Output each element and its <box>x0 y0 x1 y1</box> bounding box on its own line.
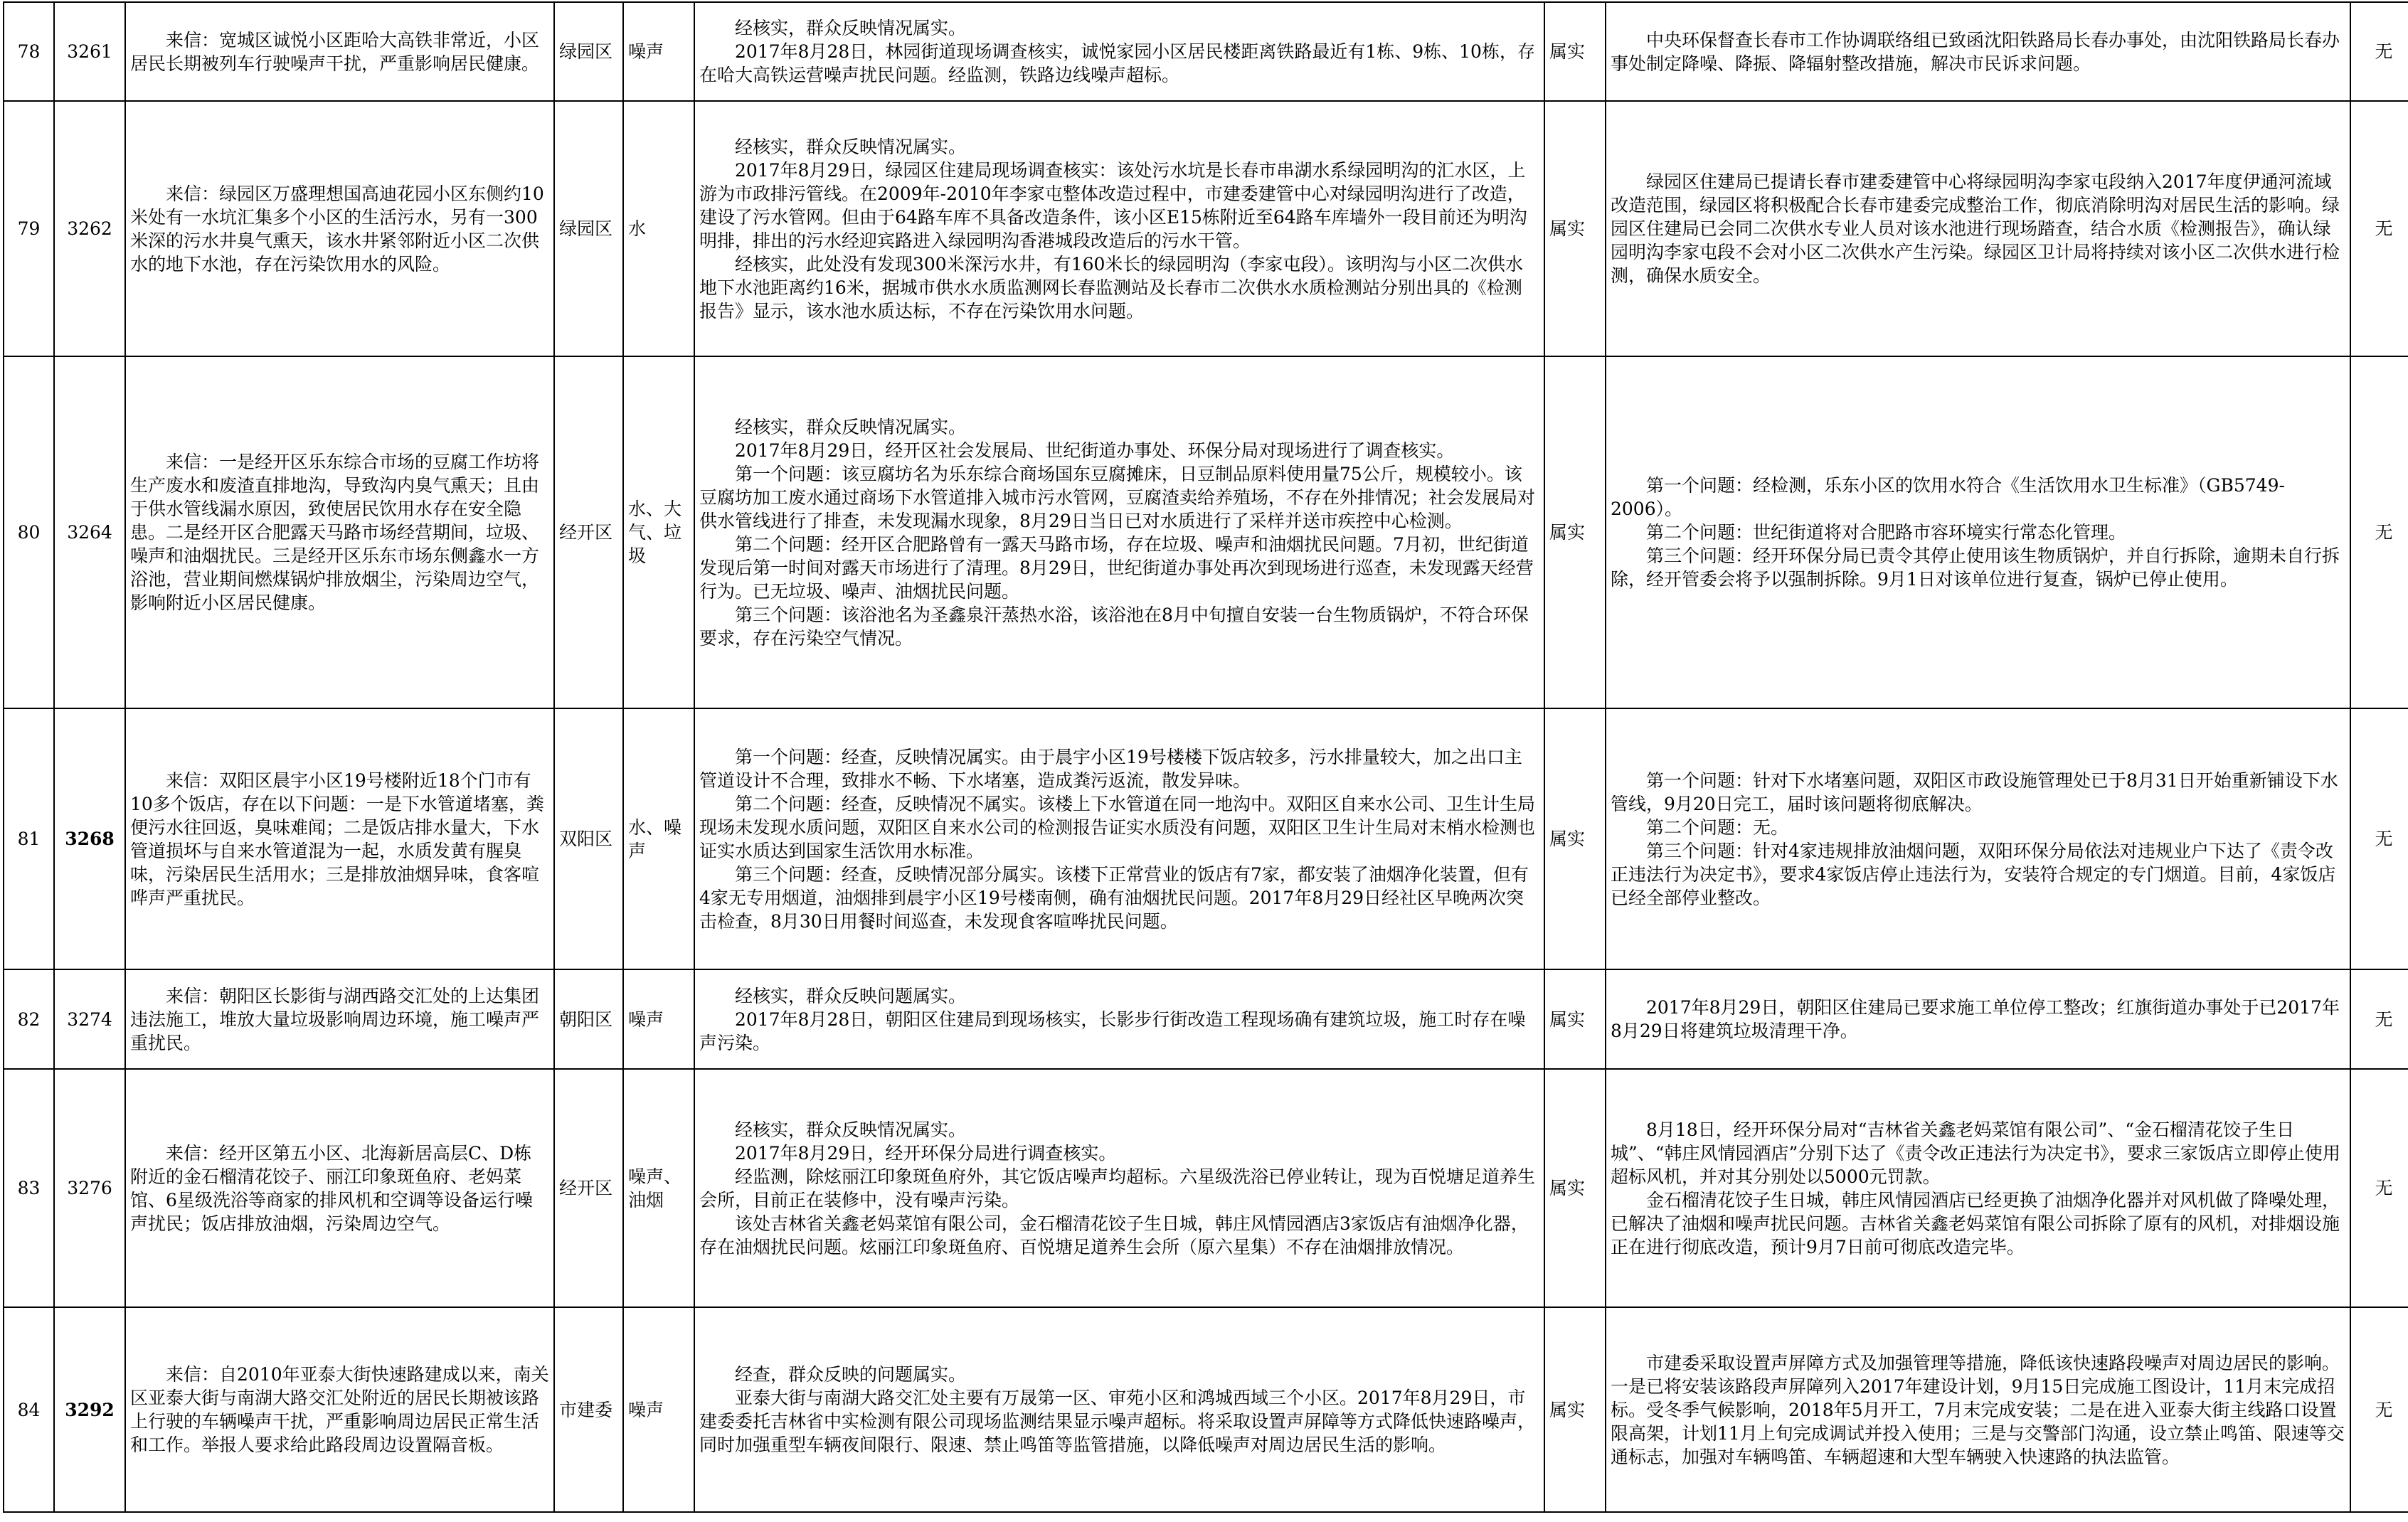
paragraph: 市建委采取设置声屏障方式及加强管理等措施，降低该快速路段噪声对周边居民的影响。一是已将安装该路段声屏障列入2017年建设计划，9月15日完成施工图设计，11月末完成招标。受冬季气候影响，2018年5月开工，7月末完成安装；二是在进入亚泰大街主线路口设置限高架，计划11月上旬完成调试并投入使用；三是与交警部门沟通，设立禁止鸣笛、限速等交通标志，加强对车辆鸣笛、车辆超速和大型车辆驶入快速路的执法监管。 <box>1611 1352 2345 1467</box>
district: 市建委 <box>554 1307 623 1512</box>
complaint-content <box>125 708 554 969</box>
row-number: 78 <box>4 2 54 101</box>
penalty: 无 <box>2350 1307 2408 1512</box>
table-row <box>4 969 2408 1069</box>
paragraph: 第三个问题：经查，反映情况部分属实。该楼下正常营业的饭店有7家，都安装了油烟净化装置，但有4家无专用烟道，油烟排到晨宇小区19号楼南侧，确有油烟扰民问题。2017年8月29日经社区早晚两次突击检查，8月30日用餐时间巡查，未发现食客喧哗扰民问题。 <box>699 863 1529 932</box>
district: 经开区 <box>554 356 623 708</box>
penalty: 无 <box>2350 1069 2408 1307</box>
handling-result <box>1606 969 2350 1069</box>
paragraph: 2017年8月29日，经开环保分局进行调查核实。 <box>735 1142 1117 1164</box>
case-id: 3261 <box>54 2 125 101</box>
penalty: 无 <box>2350 356 2408 708</box>
investigation-result <box>694 2 1544 101</box>
paragraph: 2017年8月28日，林园街道现场调查核实，诚悦家园小区居民楼距离铁路最近有1栋、9栋、10栋，存在哈大高铁运营噪声扰民问题。经监测，铁路边线噪声超标。 <box>699 41 1535 85</box>
penalty: 无 <box>2350 101 2408 356</box>
paragraph: 来信：经开区第五小区、北海新居高层C、D栋附近的金石榴清花饺子、丽江印象斑鱼府、老妈菜馆、6星级洗浴等商家的排风机和空调等设备运行噪声扰民；饭店排放油烟，污染周边空气。 <box>130 1142 533 1234</box>
district: 双阳区 <box>554 708 623 969</box>
paragraph: 第二个问题：经查，反映情况不属实。该楼上下水管道在同一地沟中。双阳区自来水公司、卫生计生局现场未发现水质问题，双阳区自来水公司的检测报告证实水质没有问题，双阳区卫生计生局对末梢水检测也证实水质达到国家生活饮用水标准。 <box>699 793 1536 861</box>
handling-result <box>1606 1069 2350 1307</box>
paragraph: 第三个问题：经开环保分局已责令其停止使用该生物质锅炉，并自行拆除，逾期未自行拆除，经开管委会将予以强制拆除。9月1日对该单位进行复查，锅炉已停止使用。 <box>1611 546 2340 590</box>
penalty: 无 <box>2350 969 2408 1069</box>
paragraph: 经核实，群众反映情况属实。 <box>735 18 967 38</box>
investigation-result <box>694 708 1544 969</box>
table-row <box>4 356 2408 708</box>
paragraph: 来信：宽城区诚悦小区距哈大高铁非常近，小区居民长期被列车行驶噪声干扰，严重影响居民健康。 <box>130 29 540 74</box>
paragraph: 2017年8月29日，朝阳区住建局已要求施工单位停工整改；红旗街道办事处于已2017年8月29日将建筑垃圾清理干净。 <box>1611 997 2340 1041</box>
table-row <box>4 1307 2408 1512</box>
complaint-content <box>125 2 554 101</box>
paragraph: 绿园区住建局已提请长春市建委建管中心将绿园明沟李家屯段纳入2017年度伊通河流域改造范围，绿园区将积极配合长春市建委完成整治工作，彻底消除明沟对居民生活的影响。绿园区住建局已会同二次供水专业人员对该水池进行现场踏查，结合水质《检测报告》，确认绿园明沟李家屯段不会对小区二次供水产生污染。绿园区卫计局将持续对该小区二次供水进行检测，确保水质安全。 <box>1611 171 2340 286</box>
paragraph: 2017年8月28日，朝阳区住建局到现场核实，长影步行街改造工程现场确有建筑垃圾，施工时存在噪声污染。 <box>699 1009 1526 1053</box>
paragraph: 经查，群众反映的问题属实。 <box>735 1364 967 1385</box>
penalty: 无 <box>2350 2 2408 101</box>
row-number: 79 <box>4 101 54 356</box>
paragraph: 来信：一是经开区乐东综合市场的豆腐工作坊将生产废水和废渣直排地沟，导致沟内臭气熏天；且由于供水管线漏水原因，致使居民饮用水存在安全隐患。二是经开区合肥露天马路市场经营期间，垃圾、噪声和油烟扰民。三是经开区乐东市场东侧鑫水一方浴池，营业期间燃煤锅炉排放烟尘，污染周边空气，影响附近小区居民健康。 <box>130 452 540 613</box>
paragraph: 经核实，群众反映问题属实。 <box>735 985 967 1006</box>
pollution-type: 噪声、油烟 <box>623 1069 694 1307</box>
investigation-result <box>694 969 1544 1069</box>
complaint-content <box>125 1307 554 1512</box>
district: 朝阳区 <box>554 969 623 1069</box>
paragraph: 第一个问题：该豆腐坊名为乐东综合商场国东豆腐摊床，日豆制品原料使用量75公斤，规模较小。该豆腐坊加工废水通过商场下水管道排入城市污水管网，豆腐渣卖给养殖场，不存在外排情况；社会发展局对供水管线进行了排查，未发现漏水现象，8月29日当日已对水质进行了采样并送市疾控中心检测。 <box>699 463 1536 531</box>
penalty: 无 <box>2350 708 2408 969</box>
paragraph: 来信：朝阳区长影街与湖西路交汇处的上达集团违法施工，堆放大量垃圾影响周边环境，施工噪声严重扰民。 <box>130 985 540 1053</box>
case-id: 3292 <box>54 1307 125 1512</box>
paragraph: 第一个问题：经查，反映情况属实。由于晨宇小区19号楼楼下饭店较多，污水排量较大，加之出口主管道设计不合理，致排水不畅、下水堵塞，造成粪污返流，散发异味。 <box>699 746 1522 791</box>
complaint-content <box>125 969 554 1069</box>
verdict: 属实 <box>1544 708 1606 969</box>
pollution-type: 水、大气、垃圾 <box>623 356 694 708</box>
paragraph: 第二个问题：经开区合肥路曾有一露天马路市场，存在垃圾、噪声和油烟扰民问题。7月初，世纪街道发现后第一时间对露天市场进行了清理。8月29日，世纪街道办事处再次到现场进行巡查，未发现露天经营行为。已无垃圾、噪声、油烟扰民问题。 <box>699 533 1534 602</box>
row-number: 81 <box>4 708 54 969</box>
verdict: 属实 <box>1544 101 1606 356</box>
case-id: 3276 <box>54 1069 125 1307</box>
paragraph: 8月18日，经开环保分局对“吉林省关鑫老妈菜馆有限公司”、“金石榴清花饺子生日城”、“韩庄风情园酒店”分别下达了《责令改正违法行为决定书》，要求三家饭店立即停止使用超标风机，并对其分别处以5000元罚款。 <box>1611 1119 2340 1187</box>
paragraph: 来信：双阳区晨宇小区19号楼附近18个门市有10多个饭店，存在以下问题：一是下水管道堵塞，粪便污水往回返，臭味难闻；二是饭店排水量大，下水管道损坏与自来水管道混为一起，水质发黄有腥臭味，污染居民生活用水；三是排放油烟异味，食客喧哗声严重扰民。 <box>130 770 544 908</box>
pollution-type: 水 <box>623 101 694 356</box>
paragraph: 第二个问题：世纪街道将对合肥路市容环境实行常态化管理。 <box>1646 522 2127 543</box>
complaint-content <box>125 1069 554 1307</box>
pollution-type: 噪声 <box>623 969 694 1069</box>
row-number: 83 <box>4 1069 54 1307</box>
paragraph: 第一个问题：经检测，乐东小区的饮用水符合《生活饮用水卫生标准》（GB5749-2006）。 <box>1611 475 2285 519</box>
handling-result <box>1606 101 2350 356</box>
investigation-result <box>694 1069 1544 1307</box>
paragraph: 经核实，群众反映情况属实。 <box>735 416 967 437</box>
paragraph: 2017年8月29日，绿园区住建局现场调查核实：该处污水坑是长春市串湖水系绿园明沟的汇水区，上游为市政排污管线。在2009年-2010年李家屯整体改造过程中，市建委建管中心对绿园明沟进行了改造，建设了污水管网。但由于64路车库不具备改造条件，该小区E15栋附近至64路车库墙外一段目前还为明沟明排，排出的污水经迎宾路进入绿园明沟香港城段改造后的污水干管。 <box>699 159 1527 251</box>
paragraph: 第三个问题：该浴池名为圣鑫泉汗蒸热水浴，该浴池在8月中旬擅自安装一台生物质锅炉，不符合环保要求，存在污染空气情况。 <box>699 604 1529 649</box>
paragraph: 经监测，除炫丽江印象斑鱼府外，其它饭店噪声均超标。六星级洗浴已停业转让，现为百悦塘足道养生会所，目前正在装修中，没有噪声污染。 <box>699 1166 1536 1210</box>
case-id: 3268 <box>54 708 125 969</box>
row-number: 84 <box>4 1307 54 1512</box>
case-id: 3264 <box>54 356 125 708</box>
paragraph: 金石榴清花饺子生日城，韩庄风情园酒店已经更换了油烟净化器并对风机做了降噪处理，已解决了油烟和噪声扰民问题。吉林省关鑫老妈菜馆有限公司拆除了原有的风机，对排烟设施正在进行彻底改造，预计9月7日前可彻底改造完毕。 <box>1611 1189 2340 1257</box>
complaint-content <box>125 356 554 708</box>
case-id: 3274 <box>54 969 125 1069</box>
handling-result <box>1606 708 2350 969</box>
table-row <box>4 708 2408 969</box>
handling-result <box>1606 2 2350 101</box>
paragraph: 2017年8月29日，经开区社会发展局、世纪街道办事处、环保分局对现场进行了调查核实。 <box>735 440 1455 461</box>
verdict: 属实 <box>1544 356 1606 708</box>
verdict: 属实 <box>1544 1069 1606 1307</box>
district: 绿园区 <box>554 2 623 101</box>
handling-result <box>1606 1307 2350 1512</box>
pollution-type: 噪声 <box>623 2 694 101</box>
investigation-result <box>694 356 1544 708</box>
paragraph: 亚泰大街与南湖大路交汇处主要有万晟第一区、审苑小区和鸿城西域三个小区。2017年8月29日，市建委委托吉林省中实检测有限公司现场监测结果显示噪声超标。将采取设置声屏障等方式降低快速路噪声，同时加强重型车辆夜间限行、限速、禁止鸣笛等监管措施，以降低噪声对周边居民生活的影响。 <box>699 1388 1536 1455</box>
investigation-result <box>694 101 1544 356</box>
paragraph: 经核实，群众反映情况属实。 <box>735 1119 967 1140</box>
row-number: 82 <box>4 969 54 1069</box>
table-row <box>4 2 2408 101</box>
handling-result <box>1606 356 2350 708</box>
paragraph: 第二个问题：无。 <box>1646 816 1789 838</box>
paragraph: 第三个问题：针对4家违规排放油烟问题，双阳环保分局依法对违规业户下达了《责令改正违法行为决定书》，要求4家饭店停止违法行为，安装符合规定的专门烟道。目前，4家饭店已经全部停业整改。 <box>1611 840 2336 908</box>
table-row <box>4 1069 2408 1307</box>
complaint-content <box>125 101 554 356</box>
paragraph: 第一个问题：针对下水堵塞问题，双阳区市政设施管理处已于8月31日开始重新铺设下水管线，9月20日完工，届时该问题将彻底解决。 <box>1611 770 2338 814</box>
district: 经开区 <box>554 1069 623 1307</box>
paragraph: 经核实，群众反映情况属实。 <box>735 136 967 157</box>
paragraph: 经核实，此处没有发现300米深污水井，有160米长的绿园明沟（李家屯段）。该明沟与小区二次供水地下水池距离约16米，据城市供水水质监测网长春监测站及长春市二次供水水质检测站分别出具的《检测报告》显示，该水池水质达标，不存在污染饮用水问题。 <box>699 253 1523 321</box>
investigation-result <box>694 1307 1544 1512</box>
verdict: 属实 <box>1544 1307 1606 1512</box>
pollution-type: 水、噪声 <box>623 708 694 969</box>
pollution-type: 噪声 <box>623 1307 694 1512</box>
complaints-table <box>3 1 2408 1513</box>
paragraph: 来信：自2010年亚泰大街快速路建成以来，南关区亚泰大街与南湖大路交汇处附近的居民长期被该路上行驶的车辆噪声干扰，严重影响周边居民正常生活和工作。举报人要求给此路段周边设置隔音板。 <box>130 1364 549 1455</box>
district: 绿园区 <box>554 101 623 356</box>
verdict: 属实 <box>1544 969 1606 1069</box>
case-id: 3262 <box>54 101 125 356</box>
paragraph: 该处吉林省关鑫老妈菜馆有限公司，金石榴清花饺子生日城，韩庄风情园酒店3家饭店有油烟净化器，存在油烟扰民问题。炫丽江印象斑鱼府、百悦塘足道养生会所（原六星集）不存在油烟排放情况。 <box>699 1213 1529 1257</box>
paragraph: 中央环保督查长春市工作协调联络组已致函沈阳铁路局长春办事处，由沈阳铁路局长春办事处制定降噪、降振、降辐射整改措施，解决市民诉求问题。 <box>1611 29 2340 74</box>
row-number: 80 <box>4 356 54 708</box>
verdict: 属实 <box>1544 2 1606 101</box>
table-row <box>4 101 2408 356</box>
paragraph: 来信：绿园区万盛理想国高迪花园小区东侧约10米处有一水坑汇集多个小区的生活污水，另有一300米深的污水井臭气熏天，该水井紧邻附近小区二次供水的地下水池，存在污染饮用水的风险。 <box>130 183 544 275</box>
